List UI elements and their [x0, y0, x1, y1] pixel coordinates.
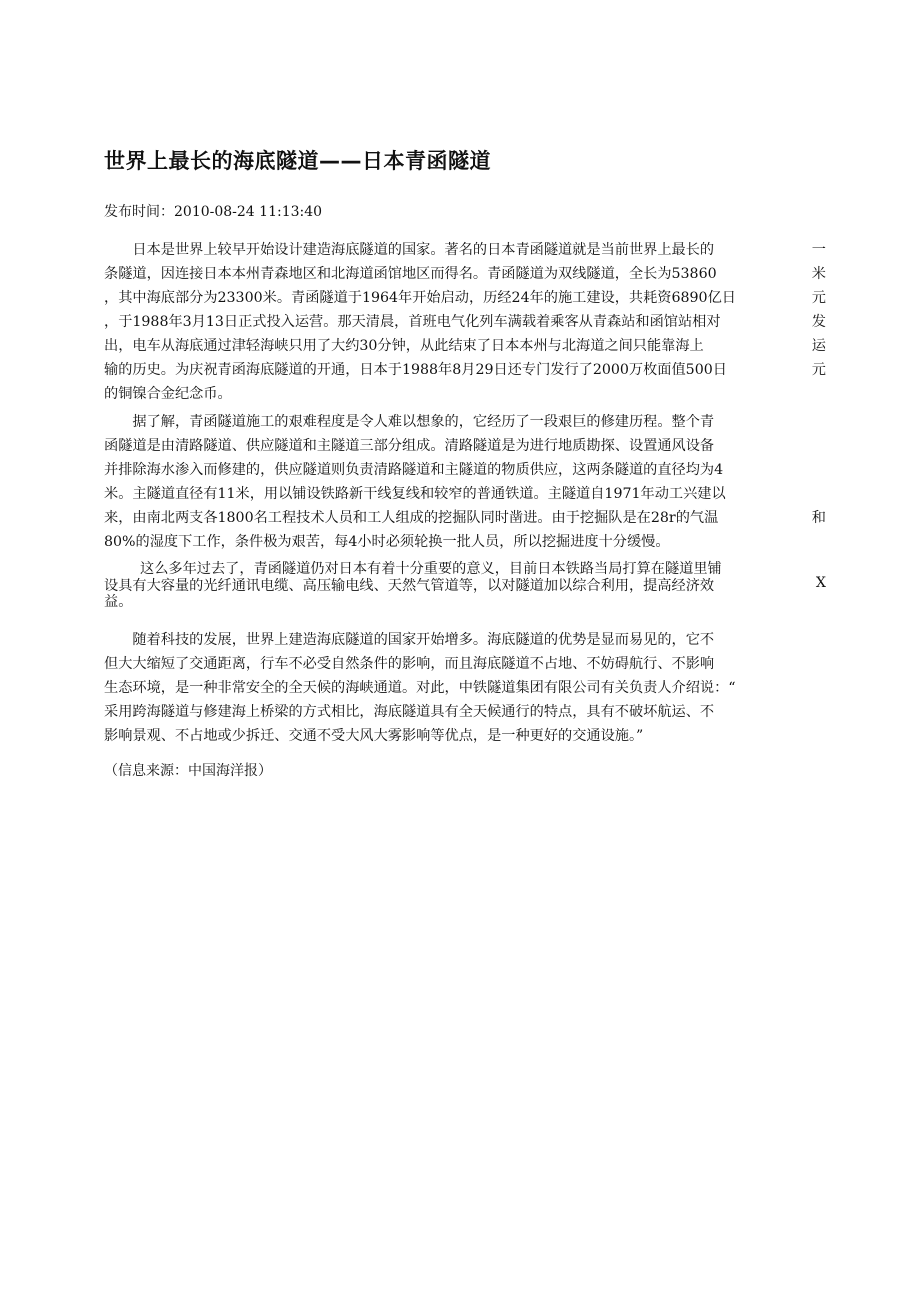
paragraph-line: 输的历史。为庆祝青函海底隧道的开通，日本于1988年8月29日还专门发行了2000万枚面值500日 元	[104, 362, 826, 378]
info-source: （信息来源：中国海洋报）	[104, 763, 272, 779]
paragraph-line: 这么多年过去了，青函隧道仍对日本有着十分重要的意义，目前日本铁路当局打算在隧道里铺	[140, 561, 722, 577]
paragraph-line: 设具有大容量的光纤通讯电缆、高压输电线、天然气管道等，以对隧道加以综合利用，提高经济效 X	[104, 575, 826, 594]
paragraph-line: 随着科技的发展，世界上建造海底隧道的国家开始增多。海底隧道的优势是显而易见的，它不	[104, 632, 715, 648]
paragraph-line: 采用跨海隧道与修建海上桥梁的方式相比，海底隧道具有全天候通行的特点，具有不破坏航运、不	[104, 704, 715, 720]
paragraph-line: 的铜镍合金纪念币。	[104, 386, 232, 402]
publish-time: 发布时间：2010-08-24 11:13:40	[104, 204, 323, 220]
paragraph-line: 但大大缩短了交通距离，行车不必受自然条件的影响，而且海底隧道不占地、不妨碍航行、不影响	[104, 656, 715, 672]
paragraph-line: 日本是世界上较早开始设计建造海底隧道的国家。著名的日本青函隧道就是当前世界上最长的 一	[104, 242, 826, 258]
paragraph-line: ，于1988年3月13日正式投入运营。那天清晨，首班电气化列车满载着乘客从青森站和函馆站相对 发	[104, 314, 826, 330]
paragraph-4	[104, 628, 826, 748]
paragraph-line: 函隧道是由清路隧道、供应隧道和主隧道三部分组成。清路隧道是为进行地质勘探、设置通风设备	[104, 438, 715, 454]
paragraph-line: 出，电车从海底通过津轻海峡只用了大约30分钟，从此结束了日本本州与北海道之间只能靠海上 运	[104, 338, 826, 354]
paragraph-line: 据了解，青函隧道施工的艰难程度是令人难以想象的，它经历了一段艰巨的修建历程。整个青	[104, 414, 715, 430]
paragraph-3	[104, 558, 826, 610]
paragraph-2	[104, 410, 826, 554]
paragraph-line: 米。主隧道直径有11米，用以铺设铁路新干线复线和较窄的普通铁道。主隧道自1971年动工兴建以	[104, 486, 726, 502]
paragraph-line: 条隧道，因连接日本本州青森地区和北海道函馆地区而得名。青函隧道为双线隧道，全长为53860 米	[104, 266, 826, 282]
paragraph-line: 生态环境，是一种非常安全的全天候的海峡通道。对此，中铁隧道集团有限公司有关负责人介绍说：“	[104, 680, 736, 696]
paragraph-line: 80%的湿度下工作，条件极为艰苦，每4小时必须轮换一批人员，所以挖掘进度十分缓慢。	[104, 534, 670, 550]
paragraph-line: 来，由南北两支各1800名工程技术人员和工人组成的挖掘队同时凿进。由于挖掘队是在28r的气温 和	[104, 510, 826, 526]
paragraph-line: 并排除海水渗入而修建的，供应隧道则负责清路隧道和主隧道的物质供应，这两条隧道的直径均为4	[104, 462, 724, 478]
paragraph-line: 益。	[104, 594, 133, 610]
paragraph-line: 影响景观、不占地或少拆迁、交通不受大风大雾影响等优点，是一种更好的交通设施。”	[104, 728, 644, 744]
paragraph-line: ，其中海底部分为23300米。青函隧道于1964年开始启动，历经24年的施工建设，共耗资6890亿日 元	[104, 290, 826, 306]
paragraph-1	[104, 238, 826, 406]
article-title: 世界上最长的海底隧道——日本青函隧道	[104, 149, 491, 173]
